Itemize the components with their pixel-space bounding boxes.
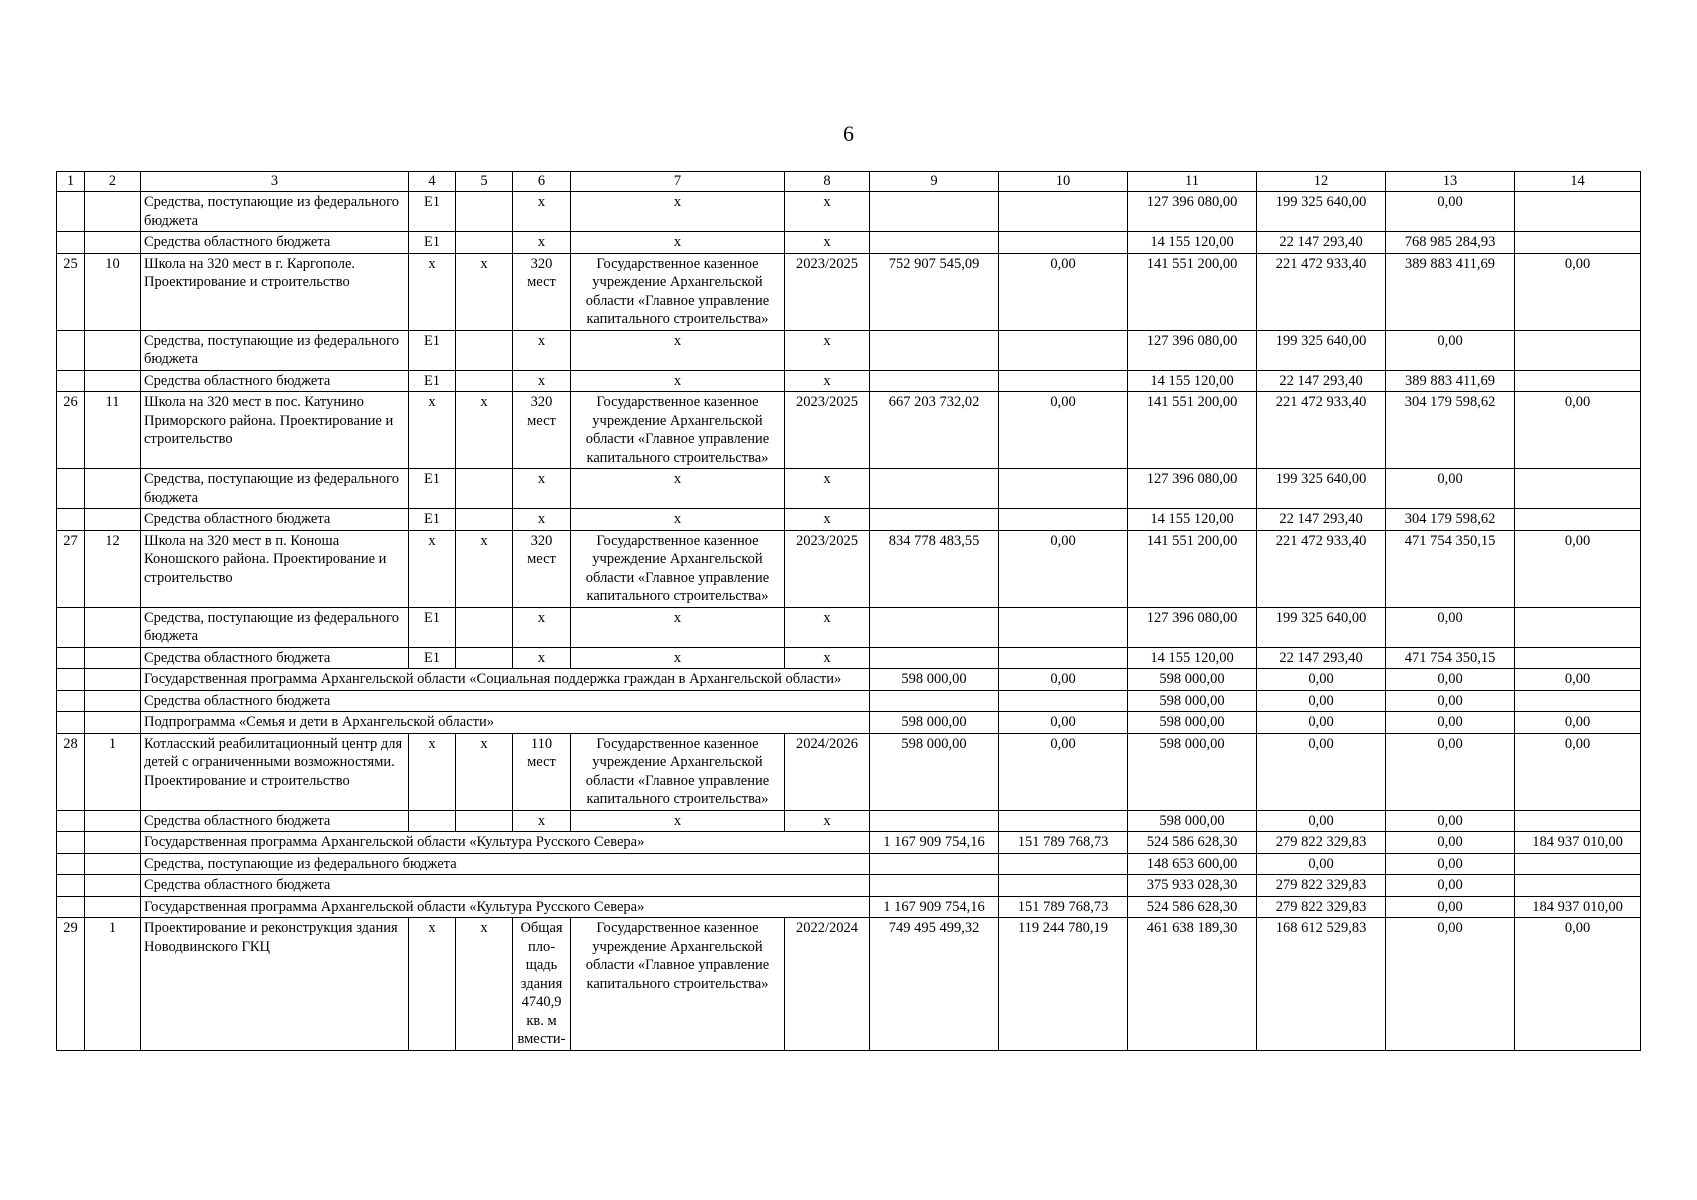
table-cell [870,607,999,647]
table-body [57,192,1641,1051]
table-cell: 598 000,00 [870,733,999,810]
table-cell: 0,00 [999,669,1128,691]
table-cell: Е1 [409,330,456,370]
table-cell: х [513,192,571,232]
table-cell: 0,00 [1257,712,1386,734]
table-cell [57,192,85,232]
table-cell: 0,00 [1515,253,1641,330]
table-cell: 127 396 080,00 [1128,607,1257,647]
table-cell: 0,00 [1515,712,1641,734]
table-cell: 119 244 780,19 [999,918,1128,1051]
table-cell: 524 586 628,30 [1128,832,1257,854]
table-cell: 221 472 933,40 [1257,392,1386,469]
table-cell [1515,810,1641,832]
table-cell: Школа на 320 мест в пос. Катунино Приморского района. Проектирование и строительство [141,392,409,469]
table-cell: 598 000,00 [870,669,999,691]
table-cell: Государственное казенное учреждение Архангельской области «Главное управление капитального строительства» [571,392,785,469]
table-cell: 471 754 350,15 [1386,530,1515,607]
table-cell: 389 883 411,69 [1386,253,1515,330]
table-cell [1515,607,1641,647]
table-cell: 0,00 [1386,875,1515,897]
table-cell: Е1 [409,469,456,509]
header-cell: 13 [1386,172,1515,192]
table-cell [456,232,513,254]
table-row [57,232,1641,254]
table-cell: 0,00 [1515,733,1641,810]
table-cell [999,690,1128,712]
table-cell: х [513,647,571,669]
table-cell [85,232,141,254]
table-cell [1515,690,1641,712]
table-cell [1515,192,1641,232]
table-cell [456,607,513,647]
table-cell: 0,00 [1386,896,1515,918]
table-cell: 22 147 293,40 [1257,232,1386,254]
table-cell: Государственное казенное учреждение Архангельской области «Главное управление капитального строительства» [571,733,785,810]
table-cell: Общая пло- щадь здания 4740,9 кв. м вмести- [513,918,571,1051]
table-cell: х [571,469,785,509]
table-cell: х [571,509,785,531]
table-cell [1515,509,1641,531]
table-cell [85,853,141,875]
table-cell: 28 [57,733,85,810]
table-cell [870,232,999,254]
table-cell: 2023/2025 [785,392,870,469]
table-cell [870,192,999,232]
table-cell [999,810,1128,832]
table-cell: Государственная программа Архангельской области «Культура Русского Севера» [141,832,870,854]
table-row [57,192,1641,232]
table-cell: 279 822 329,83 [1257,896,1386,918]
table-cell: Средства областного бюджета [141,810,409,832]
table-cell: 0,00 [1257,669,1386,691]
table-cell: 0,00 [1386,733,1515,810]
header-cell: 6 [513,172,571,192]
table-cell: 151 789 768,73 [999,896,1128,918]
table-cell [1515,875,1641,897]
table-cell [57,370,85,392]
table-cell: 221 472 933,40 [1257,253,1386,330]
table-cell [85,509,141,531]
table-cell: 0,00 [1386,607,1515,647]
table-cell: 0,00 [1515,392,1641,469]
table-cell [999,875,1128,897]
table-cell: 389 883 411,69 [1386,370,1515,392]
table-cell: х [571,810,785,832]
table-cell: 0,00 [1386,469,1515,509]
table-cell [85,832,141,854]
table-cell [870,509,999,531]
table-cell [999,647,1128,669]
table-cell [57,712,85,734]
header-cell: 2 [85,172,141,192]
table-cell: Средства областного бюджета [141,232,409,254]
table-cell [85,469,141,509]
table-cell [456,330,513,370]
table-cell [57,509,85,531]
budget-table [56,171,1641,1051]
table-cell: х [785,810,870,832]
table-cell [85,690,141,712]
table-cell: 598 000,00 [1128,810,1257,832]
table-cell: Средства областного бюджета [141,370,409,392]
table-row [57,469,1641,509]
table-cell [456,647,513,669]
table-cell [57,896,85,918]
table-row [57,669,1641,691]
table-cell [57,607,85,647]
table-cell: Средства, поступающие из федерального бюджета [141,853,870,875]
table-cell [999,232,1128,254]
table-cell: 0,00 [1515,918,1641,1051]
table-cell: 2024/2026 [785,733,870,810]
table-row [57,647,1641,669]
table-row [57,733,1641,810]
header-cell: 12 [1257,172,1386,192]
table-row [57,509,1641,531]
table-cell: 0,00 [999,530,1128,607]
table-cell: 22 147 293,40 [1257,647,1386,669]
table-cell [1515,853,1641,875]
header-cell: 1 [57,172,85,192]
table-cell: х [513,810,571,832]
table-row [57,918,1641,1051]
table-cell: 221 472 933,40 [1257,530,1386,607]
table-cell: 598 000,00 [870,712,999,734]
table-cell [85,875,141,897]
table-cell: х [785,469,870,509]
table-cell [57,232,85,254]
table-cell: Е1 [409,607,456,647]
header-cell: 10 [999,172,1128,192]
table-cell [85,370,141,392]
table-cell: 148 653 600,00 [1128,853,1257,875]
table-cell: 375 933 028,30 [1128,875,1257,897]
table-cell: 11 [85,392,141,469]
table-cell: х [513,232,571,254]
table-cell: х [513,509,571,531]
table-row [57,810,1641,832]
table-cell: Государственная программа Архангельской области «Социальная поддержка граждан в Архангельской области» [141,669,870,691]
table-row [57,896,1641,918]
table-cell: 12 [85,530,141,607]
table-cell: х [513,607,571,647]
table-cell [870,647,999,669]
table-cell: 304 179 598,62 [1386,509,1515,531]
table-cell: Средства, поступающие из федерального бюджета [141,330,409,370]
table-cell: 141 551 200,00 [1128,253,1257,330]
table-cell: 168 612 529,83 [1257,918,1386,1051]
table-cell: Е1 [409,370,456,392]
table-cell [999,607,1128,647]
table-row [57,530,1641,607]
header-cell: 4 [409,172,456,192]
table-cell: х [785,509,870,531]
table-cell: х [409,253,456,330]
table-cell [85,192,141,232]
table-cell: Средства, поступающие из федерального бюджета [141,192,409,232]
table-cell: 184 937 010,00 [1515,896,1641,918]
table-cell: Государственная программа Архангельской области «Культура Русского Севера» [141,896,870,918]
table-cell: 2023/2025 [785,253,870,330]
table-cell: 320 мест [513,392,571,469]
table-cell: х [571,370,785,392]
table-cell [999,469,1128,509]
table-cell: 834 778 483,55 [870,530,999,607]
table-cell: 768 985 284,93 [1386,232,1515,254]
table-cell [870,875,999,897]
table-row [57,690,1641,712]
table-cell: 22 147 293,40 [1257,509,1386,531]
table-cell [57,690,85,712]
table-cell [85,669,141,691]
table-cell [57,832,85,854]
table-cell: 0,00 [1257,810,1386,832]
table-cell: 0,00 [1386,669,1515,691]
table-cell: 598 000,00 [1128,712,1257,734]
table-cell: Е1 [409,509,456,531]
table-cell [456,469,513,509]
table-cell: 14 155 120,00 [1128,509,1257,531]
table-cell: х [785,192,870,232]
table-cell: Средства областного бюджета [141,875,870,897]
table-cell: х [785,607,870,647]
table-cell: 749 495 499,32 [870,918,999,1051]
table-row [57,832,1641,854]
table-cell: х [456,530,513,607]
table-cell: 598 000,00 [1128,733,1257,810]
table-cell: 279 822 329,83 [1257,875,1386,897]
table-cell [456,192,513,232]
table-cell: х [409,392,456,469]
table-cell: 320 мест [513,253,571,330]
table-cell [57,330,85,370]
table-cell: 14 155 120,00 [1128,370,1257,392]
table-cell: 0,00 [1515,669,1641,691]
table-cell: 2022/2024 [785,918,870,1051]
table-cell: Котласский реабилитационный центр для детей с ограниченными возможностями. Проектирование и строительство [141,733,409,810]
header-cell: 11 [1128,172,1257,192]
table-cell: х [513,330,571,370]
table-row [57,712,1641,734]
table-cell: Государственное казенное учреждение Архангельской области «Главное управление капитального строительства» [571,253,785,330]
table-cell [57,669,85,691]
table-cell [85,712,141,734]
table-cell: 279 822 329,83 [1257,832,1386,854]
table-cell: 141 551 200,00 [1128,392,1257,469]
table-cell: Школа на 320 мест в п. Коноша Коношского района. Проектирование и строительство [141,530,409,607]
table-cell: 127 396 080,00 [1128,469,1257,509]
table-cell: 461 638 189,30 [1128,918,1257,1051]
table-cell: х [785,370,870,392]
table-cell: 14 155 120,00 [1128,647,1257,669]
table-cell: х [409,918,456,1051]
table-cell: х [571,607,785,647]
table-cell: 110 мест [513,733,571,810]
table-cell: х [456,733,513,810]
header-cell: 5 [456,172,513,192]
table-cell: 752 907 545,09 [870,253,999,330]
table-cell [870,469,999,509]
table-cell: Школа на 320 мест в г. Каргополе. Проектирование и строительство [141,253,409,330]
column-number-header [57,172,1641,192]
table-cell: х [785,232,870,254]
table-cell: х [513,469,571,509]
table-cell: Государственное казенное учреждение Архангельской области «Главное управление капитального строительства» [571,530,785,607]
table-row [57,330,1641,370]
table-cell [57,647,85,669]
table-cell [999,370,1128,392]
table-cell: 0,00 [1257,733,1386,810]
table-row [57,607,1641,647]
table-cell: 0,00 [999,253,1128,330]
table-cell: 22 147 293,40 [1257,370,1386,392]
table-cell: Средства областного бюджета [141,647,409,669]
table-cell: х [456,918,513,1051]
table-cell: Е1 [409,192,456,232]
table-cell [456,509,513,531]
table-cell: 1 [85,733,141,810]
table-cell [870,330,999,370]
table-cell: Средства областного бюджета [141,509,409,531]
table-row [57,853,1641,875]
table-row [57,370,1641,392]
table-cell: 0,00 [1386,832,1515,854]
table-cell [1515,232,1641,254]
table-cell: х [571,647,785,669]
table-cell: 27 [57,530,85,607]
table-cell: 127 396 080,00 [1128,192,1257,232]
table-cell: 29 [57,918,85,1051]
table-cell [57,469,85,509]
header-cell: 7 [571,172,785,192]
table-cell: 199 325 640,00 [1257,330,1386,370]
table-cell [57,810,85,832]
table-cell: 1 167 909 754,16 [870,896,999,918]
table-cell [85,896,141,918]
table-cell: 141 551 200,00 [1128,530,1257,607]
table-cell: х [571,330,785,370]
table-cell [85,607,141,647]
table-cell [409,810,456,832]
table-cell: 0,00 [1386,712,1515,734]
header-cell: 3 [141,172,409,192]
table-cell: 667 203 732,02 [870,392,999,469]
table-cell [57,875,85,897]
table-cell: 151 789 768,73 [999,832,1128,854]
table-cell [456,810,513,832]
table-cell: 0,00 [1386,918,1515,1051]
table-cell: 598 000,00 [1128,669,1257,691]
table-cell: Средства, поступающие из федерального бюджета [141,469,409,509]
table-cell [1515,647,1641,669]
table-cell: 0,00 [1515,530,1641,607]
table-cell [85,330,141,370]
table-cell [870,370,999,392]
header-cell: 9 [870,172,999,192]
table-cell: 199 325 640,00 [1257,607,1386,647]
table-cell: Средства, поступающие из федерального бюджета [141,607,409,647]
table-cell: х [409,530,456,607]
table-cell: х [409,733,456,810]
table-cell: Е1 [409,647,456,669]
table-cell: 199 325 640,00 [1257,469,1386,509]
table-row [57,875,1641,897]
table-cell: 0,00 [1257,853,1386,875]
table-cell [1515,469,1641,509]
table-cell: 10 [85,253,141,330]
header-cell: 8 [785,172,870,192]
table-cell: х [785,647,870,669]
table-cell: 304 179 598,62 [1386,392,1515,469]
table-cell [999,509,1128,531]
table-cell: 25 [57,253,85,330]
table-cell: 598 000,00 [1128,690,1257,712]
table-cell [456,370,513,392]
table-cell: 0,00 [1386,853,1515,875]
table-cell [999,192,1128,232]
table-cell: 0,00 [1386,192,1515,232]
table-cell: 320 мест [513,530,571,607]
table-cell: Е1 [409,232,456,254]
table-cell [870,853,999,875]
table-cell: Проектирование и реконструкция здания Новодвинского ГКЦ [141,918,409,1051]
table-cell: Государственное казенное учреждение Архангельской области «Главное управление капитального строительства» [571,918,785,1051]
table-cell: 471 754 350,15 [1386,647,1515,669]
table-cell [57,853,85,875]
table-cell [870,690,999,712]
table-cell: 1 [85,918,141,1051]
table-row [57,392,1641,469]
table-cell: 0,00 [1386,330,1515,370]
table-cell: х [456,253,513,330]
table-cell: 524 586 628,30 [1128,896,1257,918]
table-cell: 0,00 [1386,810,1515,832]
table-cell: 127 396 080,00 [1128,330,1257,370]
table-cell: Подпрограмма «Семья и дети в Архангельской области» [141,712,870,734]
table-cell [1515,370,1641,392]
table-cell: 199 325 640,00 [1257,192,1386,232]
table-cell: 0,00 [999,712,1128,734]
table-cell: 2023/2025 [785,530,870,607]
table-cell: х [785,330,870,370]
table-cell: 26 [57,392,85,469]
table-cell: 14 155 120,00 [1128,232,1257,254]
table-cell [85,810,141,832]
table-cell: 0,00 [1257,690,1386,712]
table-row [57,253,1641,330]
table-cell: х [513,370,571,392]
table-cell: 1 167 909 754,16 [870,832,999,854]
table-cell [1515,330,1641,370]
table-cell: х [571,192,785,232]
table-cell: 0,00 [999,392,1128,469]
table-cell [999,853,1128,875]
table-cell [85,647,141,669]
table-cell: 0,00 [999,733,1128,810]
header-cell: 14 [1515,172,1641,192]
table-cell: 0,00 [1386,690,1515,712]
table-cell [870,810,999,832]
table-cell: х [571,232,785,254]
table-cell: 184 937 010,00 [1515,832,1641,854]
table-cell [999,330,1128,370]
page-number: 6 [843,121,854,146]
table-cell: Средства областного бюджета [141,690,870,712]
table-cell: х [456,392,513,469]
